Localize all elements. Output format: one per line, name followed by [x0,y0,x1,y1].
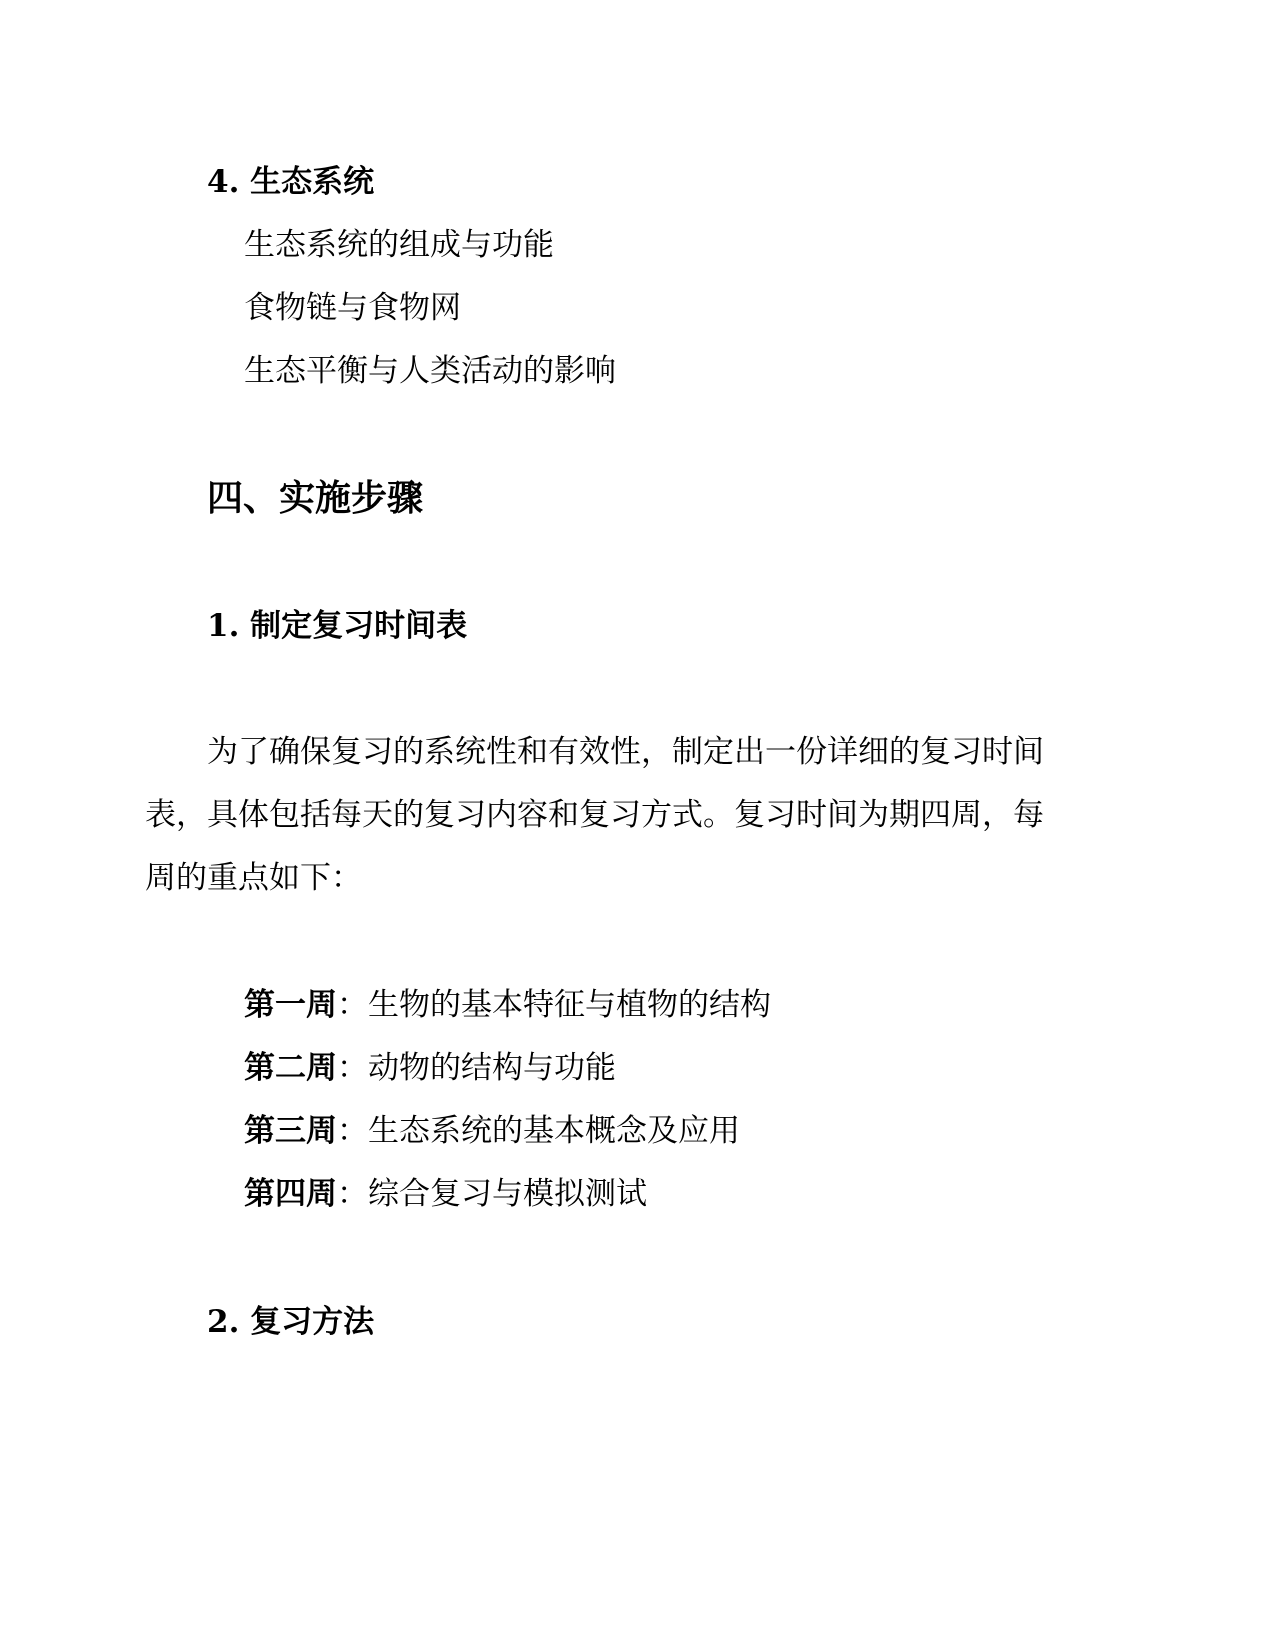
ecosystem-heading: 4. 生态系统 [207,164,375,200]
schedule-paragraph-line: 为了确保复习的系统性和有效性，制定出一份详细的复习时间 [207,734,1044,770]
implementation-heading: 四、实施步骤 [207,477,424,519]
week-content: ：动物的结构与功能 [337,1050,616,1086]
schedule-heading: 1. 制定复习时间表 [207,608,468,644]
week-content: ：综合复习与模拟测试 [337,1176,647,1212]
week-content: ：生物的基本特征与植物的结构 [337,987,771,1023]
week-label: 第三周 [244,1113,337,1149]
ecosystem-item: 生态平衡与人类活动的影响 [244,353,616,389]
ecosystem-item: 生态系统的组成与功能 [244,227,554,263]
week-item [244,987,771,1023]
ecosystem-item: 食物链与食物网 [244,290,461,326]
week-item [244,1113,740,1149]
week-label: 第一周 [244,987,337,1023]
week-label: 第四周 [244,1176,337,1212]
week-content: ：生态系统的基本概念及应用 [337,1113,740,1149]
week-item [244,1050,616,1086]
methods-heading: 2. 复习方法 [207,1304,375,1340]
week-label: 第二周 [244,1050,337,1086]
week-item [244,1176,647,1212]
schedule-paragraph-line: 周的重点如下： [145,860,362,896]
schedule-paragraph-line: 表，具体包括每天的复习内容和复习方式。复习时间为期四周，每 [145,797,1044,833]
